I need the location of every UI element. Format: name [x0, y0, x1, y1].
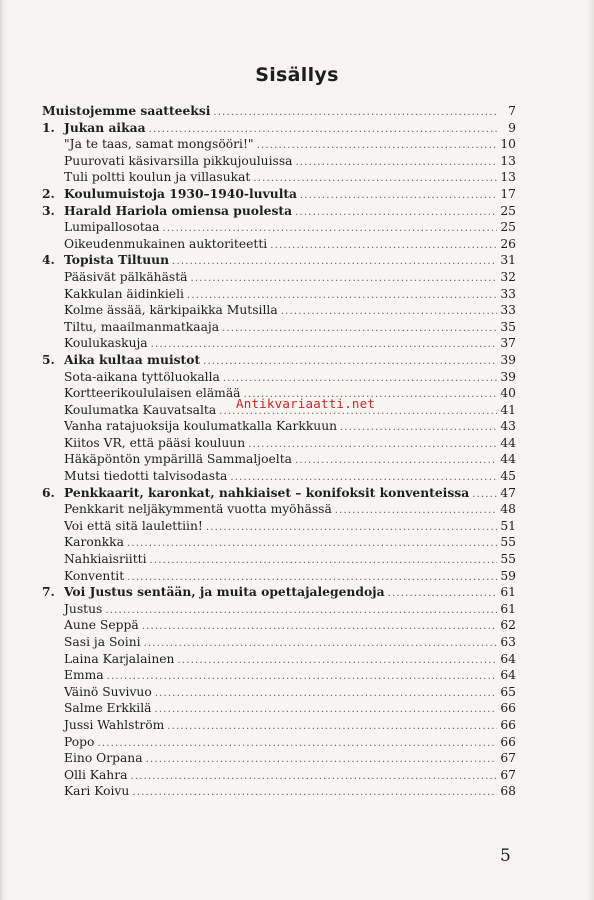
toc-entry-title: Muistojemme saatteeksi — [42, 103, 211, 118]
toc-entry-page: 44 — [500, 452, 516, 467]
toc-leader-dots — [388, 586, 497, 603]
toc-entry-page: 67 — [500, 767, 516, 782]
toc-entry-title: Koulumuistoja 1930–1940-luvulta — [64, 185, 298, 201]
toc-leader-dots — [300, 188, 497, 205]
toc-entry-page: 59 — [500, 568, 516, 583]
toc-entry — [42, 568, 516, 585]
toc-entry — [42, 601, 516, 618]
toc-entry-page: 31 — [500, 253, 516, 268]
toc-entry — [42, 667, 516, 684]
toc-leader-dots — [130, 769, 497, 786]
toc-entry — [42, 418, 516, 435]
toc-entry-page: 39 — [500, 352, 516, 367]
toc-entry-page: 33 — [500, 286, 516, 301]
toc-entry — [42, 435, 516, 452]
toc-entry — [42, 717, 516, 734]
toc-entry-title: Kakkulan äidinkieli — [64, 286, 184, 301]
toc-entry-page: 65 — [500, 684, 516, 699]
toc-entry — [42, 584, 516, 601]
toc-entry-title: Aune Seppä — [64, 618, 139, 633]
toc-entry-page: 41 — [500, 402, 516, 417]
toc-entry-page: 66 — [500, 701, 516, 716]
toc-entry-page: 13 — [500, 153, 516, 168]
toc-leader-dots — [107, 669, 497, 686]
toc-entry-page: 10 — [500, 137, 516, 152]
toc-entry-page: 43 — [500, 419, 516, 434]
toc-entry-title: Sasi ja Soini — [64, 635, 141, 649]
toc-entry-page: 66 — [500, 717, 516, 732]
toc-entry-page: 64 — [500, 668, 516, 683]
toc-leader-dots — [177, 653, 497, 670]
toc-entry-number: 7. — [42, 584, 55, 600]
toc-entry-title: Jussi Wahlström — [64, 717, 165, 732]
toc-entry-title: Topista Tiltuun — [64, 252, 170, 268]
toc-leader-dots — [144, 636, 497, 653]
toc-leader-dots — [222, 321, 497, 338]
toc-entry-title: Koulumatka Kauvatsalta — [64, 402, 217, 417]
toc-entry-title: Voi että sitä laulettiin! — [64, 518, 203, 533]
toc-entry-title: Penkkarit neljäkymmentä vuotta myöhässä — [64, 502, 332, 517]
toc-entry-title: Voi Justus sentään, ja muita opettajalegendoja — [64, 584, 385, 600]
toc-entry — [42, 783, 516, 800]
toc-entry — [42, 617, 516, 634]
toc-leader-dots — [295, 205, 497, 222]
toc-entry-title: Väinö Suvivuo — [64, 684, 152, 699]
toc-entry-title: Pääsivät pälkähästä — [64, 269, 188, 284]
toc-entry-page: 67 — [500, 751, 516, 766]
toc-leader-dots — [203, 354, 497, 371]
toc-entry — [42, 169, 516, 186]
toc-leader-dots — [340, 420, 497, 437]
toc-entry-page: 32 — [500, 269, 516, 284]
toc-entry-title: Koulukaskuja — [64, 336, 148, 351]
toc-entry-page: 61 — [500, 585, 516, 600]
toc-entry — [42, 518, 516, 535]
toc-entry — [42, 286, 516, 303]
toc-entry-number: 3. — [42, 202, 55, 218]
toc-entry-title: Eino Orpana — [64, 751, 143, 766]
toc-entry-title: Oikeudenmukainen auktoriteetti — [64, 236, 268, 251]
toc-entry-title: Vanha ratajuoksija koulumatkalla Karkkuun — [64, 419, 338, 434]
toc-entry — [42, 767, 516, 784]
toc-entry-title: Karonkka — [64, 535, 124, 550]
toc-leader-dots — [97, 736, 497, 753]
toc-entry-title: Lumipallosotaa — [64, 220, 160, 235]
toc-entry-title: Konventit — [64, 568, 125, 583]
toc-entry-page: 40 — [500, 386, 516, 401]
toc-entry-title: Popo — [64, 734, 95, 749]
toc-entry-page: 48 — [500, 502, 516, 517]
toc-entry — [42, 335, 516, 352]
toc-leader-dots — [295, 453, 497, 470]
toc-leader-dots — [142, 619, 497, 636]
toc-entry — [42, 369, 516, 386]
toc-leader-dots — [172, 254, 497, 271]
toc-entry-page: 55 — [500, 535, 516, 550]
toc-entry — [42, 534, 516, 551]
toc-leader-dots — [296, 155, 498, 172]
toc-entry — [42, 219, 516, 236]
toc-entry-page: 68 — [500, 784, 516, 799]
toc-entry — [42, 302, 516, 319]
toc-leader-dots — [105, 603, 497, 620]
toc-entry — [42, 236, 516, 253]
toc-entry-title: Tiltu, maailmanmatkaaja — [64, 319, 220, 334]
toc-entry-title: Kari Koivu — [64, 784, 130, 799]
page-number: 5 — [500, 846, 511, 866]
toc-entry-title: Laina Karjalainen — [64, 651, 175, 666]
toc-entry-page: 7 — [508, 104, 516, 118]
toc-entry-title: Aika kultaa muistot — [64, 351, 201, 367]
toc-leader-dots — [206, 520, 497, 537]
toc-entry-title: Kortteerikoululaisen elämää — [64, 386, 241, 401]
toc-entry — [42, 103, 516, 120]
toc-entry-page: 33 — [500, 303, 516, 318]
toc-entry-page: 39 — [500, 369, 516, 384]
toc-entry-title: "Ja te taas, samat mongsööri!" — [64, 137, 254, 152]
toc-entry — [42, 634, 516, 651]
toc-entry — [42, 750, 516, 767]
toc-entry-number: 6. — [42, 484, 55, 500]
toc-entry-page: 64 — [500, 651, 516, 666]
toc-leader-dots — [472, 487, 497, 504]
toc-entry-page: 66 — [500, 734, 516, 749]
toc-entry-page: 35 — [500, 319, 516, 334]
toc-entry-title: Emma — [64, 668, 104, 683]
toc-entry-title: Salme Erkkilä — [64, 701, 152, 716]
toc-entry — [42, 153, 516, 170]
table-of-contents — [42, 103, 516, 800]
toc-entry-title: Justus — [64, 601, 103, 616]
toc-entry — [42, 136, 516, 153]
toc-leader-dots — [155, 686, 497, 703]
toc-entry-page: 62 — [500, 618, 516, 633]
toc-entry-title: Puurovati käsivarsilla pikkujouluissa — [64, 153, 293, 168]
toc-entry-title: Nahkiaisriitti — [64, 552, 147, 567]
toc-entry — [42, 252, 516, 269]
toc-entry — [42, 468, 516, 485]
toc-entry-title: Kolme ässää, kärkipaikka Mutsilla — [64, 303, 278, 318]
toc-entry — [42, 269, 516, 286]
toc-entry — [42, 651, 516, 668]
toc-leader-dots — [167, 719, 497, 736]
toc-leader-dots — [223, 371, 497, 388]
toc-leader-dots — [281, 304, 497, 321]
toc-entry — [42, 319, 516, 336]
toc-entry-title: Penkkaarit, karonkat, nahkiaiset – konifoksit konventeissa — [64, 484, 470, 500]
toc-entry — [42, 352, 516, 369]
toc-entry-title: Tuli poltti koulun ja villasukat — [64, 170, 251, 185]
toc-entry-title: Mutsi tiedotti talvisodasta — [64, 469, 228, 484]
toc-entry-page: 61 — [500, 601, 516, 616]
toc-entry-number: 1. — [42, 119, 55, 135]
toc-entry-page: 51 — [500, 518, 516, 533]
toc-entry-number: 5. — [42, 351, 55, 367]
toc-leader-dots — [146, 752, 497, 769]
toc-entry-page: 26 — [500, 236, 516, 251]
toc-entry-page: 63 — [500, 635, 516, 649]
toc-entry-page: 25 — [500, 220, 516, 235]
toc-entry-title: Sota-aikana tyttöluokalla — [64, 369, 220, 384]
toc-entry — [42, 700, 516, 717]
toc-leader-dots — [270, 238, 497, 255]
toc-entry — [42, 551, 516, 568]
toc-leader-dots — [151, 337, 497, 354]
toc-entry-title: Häkäpöntön ympärillä Sammaljoelta — [64, 452, 292, 467]
toc-entry — [42, 451, 516, 468]
toc-leader-dots — [213, 105, 497, 122]
toc-entry-number: 4. — [42, 252, 55, 268]
page-title: Sisällys — [255, 64, 339, 86]
toc-entry-page: 44 — [500, 435, 516, 450]
toc-entry-title: Kiitos VR, että pääsi kouluun — [64, 435, 246, 450]
toc-entry-page: 45 — [500, 469, 516, 484]
toc-entry-page: 13 — [500, 170, 516, 185]
toc-entry — [42, 203, 516, 220]
toc-leader-dots — [155, 702, 498, 719]
toc-entry — [42, 485, 516, 502]
toc-entry-page: 17 — [500, 186, 516, 201]
toc-entry-title: Jukan aikaa — [64, 119, 146, 135]
toc-entry-title: Olli Kahra — [64, 767, 128, 782]
toc-entry — [42, 684, 516, 701]
toc-leader-dots — [335, 503, 497, 520]
toc-entry-title: Harald Hariola omiensa puolesta — [64, 202, 293, 218]
toc-entry — [42, 186, 516, 203]
toc-leader-dots — [150, 553, 497, 570]
toc-entry-page: 9 — [508, 120, 516, 135]
toc-leader-dots — [132, 785, 497, 802]
toc-leader-dots — [191, 271, 497, 288]
toc-entry-number: 2. — [42, 185, 55, 201]
toc-entry-page: 55 — [500, 552, 516, 567]
toc-entry — [42, 734, 516, 751]
toc-leader-dots — [127, 536, 497, 553]
toc-entry-page: 25 — [500, 203, 516, 218]
toc-entry-page: 47 — [500, 485, 516, 500]
watermark: Antikvariaatti.net — [236, 396, 376, 411]
toc-entry — [42, 120, 516, 137]
toc-entry — [42, 501, 516, 518]
toc-entry-page: 37 — [500, 336, 516, 351]
toc-leader-dots — [257, 138, 497, 155]
